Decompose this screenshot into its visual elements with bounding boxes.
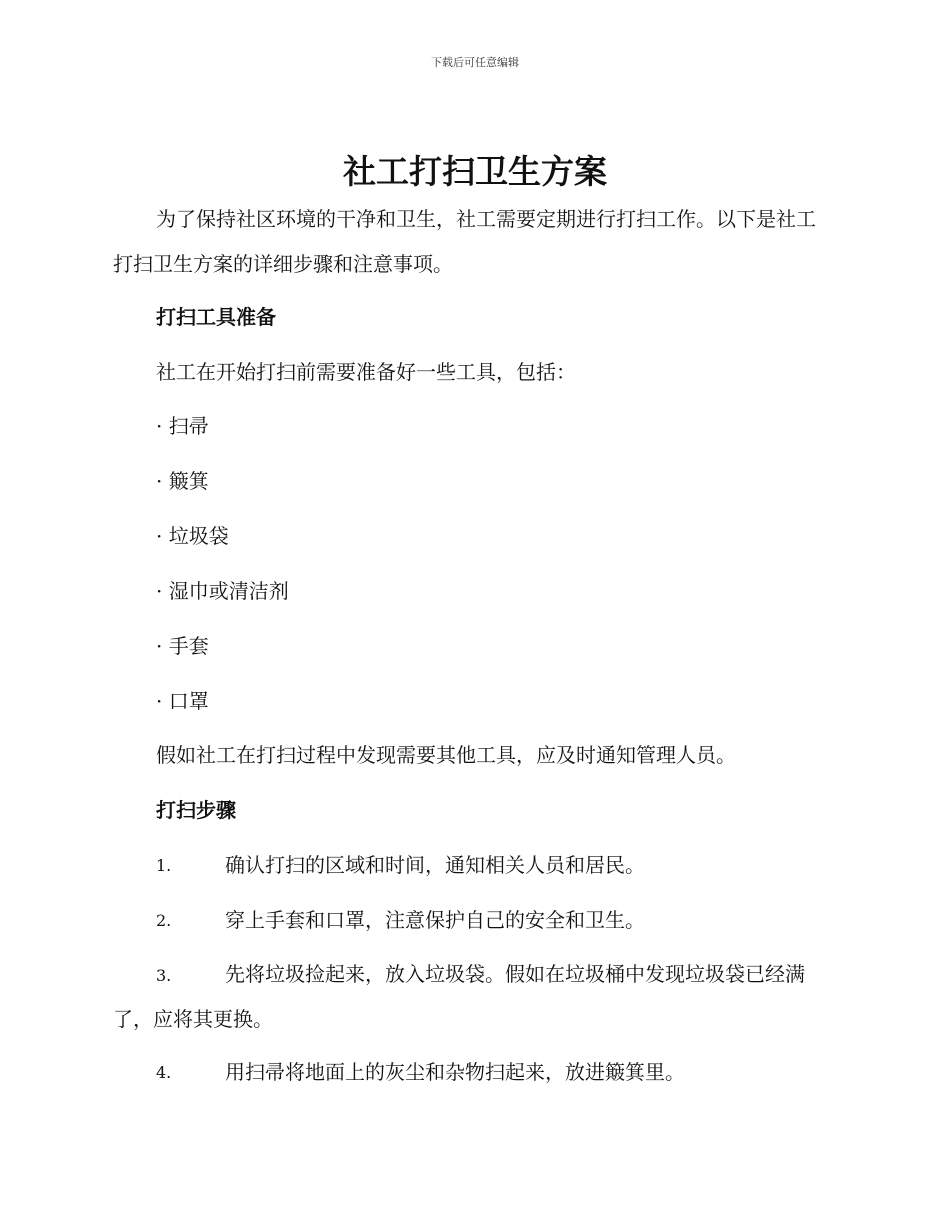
tools-section-heading: 打扫工具准备 xyxy=(156,305,276,329)
tools-lead-text: 社工在开始打扫前需要准备好一些工具，包括： xyxy=(156,360,576,384)
list-item: · 湿巾或清洁剂 xyxy=(156,579,289,603)
step-text: 先将垃圾捡起来，放入垃圾袋。假如在垃圾桶中发现垃圾袋已经满了，应将其更换。 xyxy=(113,962,805,1031)
tools-note-text: 假如社工在打扫过程中发现需要其他工具，应及时通知管理人员。 xyxy=(156,743,736,767)
step-number: 2. xyxy=(156,911,172,930)
header-note: 下载后可任意编辑 xyxy=(431,56,519,69)
step-number: 4. xyxy=(156,1063,172,1082)
document-title: 社工打扫卫生方案 xyxy=(343,152,607,191)
list-item: · 簸箕 xyxy=(156,469,209,493)
steps-section-heading: 打扫步骤 xyxy=(156,798,236,822)
list-item: · 口罩 xyxy=(156,689,209,713)
step-number: 3. xyxy=(156,966,172,985)
list-item: · 垃圾袋 xyxy=(156,524,229,548)
list-item: · 手套 xyxy=(156,634,209,658)
step-text: 用扫帚将地面上的灰尘和杂物扫起来，放进簸箕里。 xyxy=(225,1060,685,1084)
step-number: 1. xyxy=(156,856,172,875)
list-item: · 扫帚 xyxy=(156,414,209,438)
step-text: 穿上手套和口罩，注意保护自己的安全和卫生。 xyxy=(225,908,645,932)
intro-paragraph: 为了保持社区环境的干净和卫生，社工需要定期进行打扫工作。以下是社工打扫卫生方案的详细步骤和注意事项。 xyxy=(113,207,816,276)
step-text: 确认打扫的区域和时间，通知相关人员和居民。 xyxy=(225,853,645,877)
